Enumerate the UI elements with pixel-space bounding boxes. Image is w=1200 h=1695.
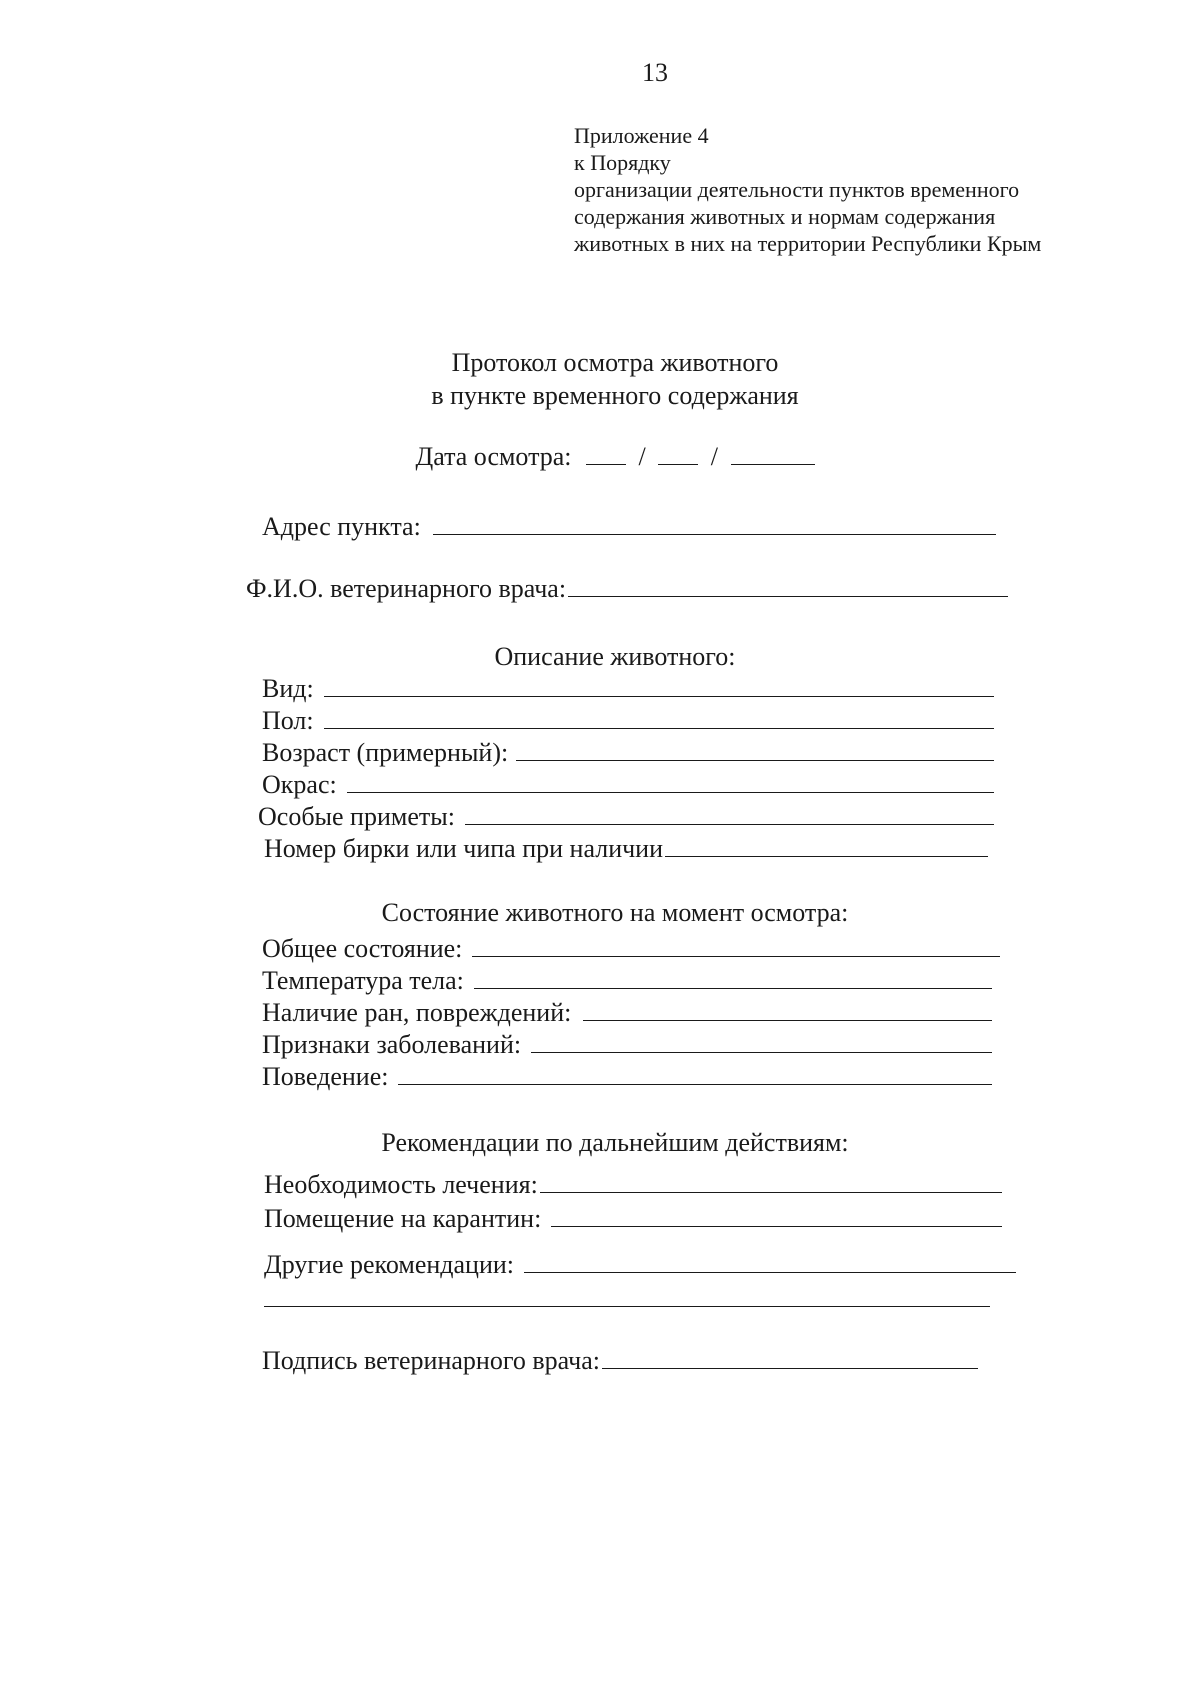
other-recommendations-extra-line[interactable] (264, 1305, 990, 1307)
general-condition-field[interactable] (262, 934, 1000, 964)
other-recommendations-label: Другие рекомендации: (264, 1250, 515, 1279)
species-blank[interactable] (324, 676, 994, 697)
address-label: Адрес пункта: (262, 512, 421, 541)
appendix-line: животных в них на территории Республики Крым (574, 231, 1042, 256)
wounds-label: Наличие ран, повреждений: (262, 998, 572, 1027)
description-heading: Описание животного: (494, 642, 736, 671)
vet-name-blank[interactable] (568, 576, 1008, 597)
date-month-blank[interactable] (658, 442, 698, 465)
condition-heading: Состояние животного на момент осмотра: (381, 898, 849, 927)
color-label: Окрас: (262, 770, 337, 799)
quarantine-label: Помещение на карантин: (264, 1204, 542, 1233)
species-label: Вид: (262, 674, 314, 703)
appendix-line: к Порядку (574, 150, 671, 175)
signature-field[interactable] (262, 1346, 978, 1376)
wounds-blank[interactable] (583, 1000, 992, 1021)
age-blank[interactable] (516, 740, 994, 761)
treatment-field[interactable] (264, 1170, 1002, 1200)
treatment-label: Необходимость лечения: (264, 1170, 538, 1199)
signature-label: Подпись ветеринарного врача: (262, 1346, 600, 1375)
other-recommendations-blank[interactable] (524, 1252, 1016, 1273)
date-separator: / (710, 442, 719, 471)
address-field[interactable] (262, 512, 996, 542)
date-year-blank[interactable] (731, 442, 815, 465)
species-field[interactable] (262, 674, 994, 704)
vet-name-label: Ф.И.О. ветеринарного врача: (246, 574, 567, 603)
appendix-note (574, 122, 1134, 257)
disease-signs-label: Признаки заболеваний: (262, 1030, 522, 1059)
recommendations-heading: Рекомендации по дальнейшим действиям: (381, 1128, 849, 1157)
marks-field[interactable] (258, 802, 994, 832)
marks-blank[interactable] (465, 804, 994, 825)
address-blank[interactable] (433, 514, 996, 535)
temperature-label: Температура тела: (262, 966, 464, 995)
temperature-blank[interactable] (474, 968, 992, 989)
inspection-date-row (0, 442, 1200, 472)
behavior-field[interactable] (262, 1062, 992, 1092)
treatment-blank[interactable] (540, 1172, 1002, 1193)
appendix-line: Приложение 4 (574, 123, 709, 148)
temperature-field[interactable] (262, 966, 992, 996)
general-condition-blank[interactable] (472, 936, 1000, 957)
tag-label: Номер бирки или чипа при наличии (264, 834, 664, 863)
tag-field[interactable] (264, 834, 988, 864)
title-line: в пункте временного содержания (431, 381, 799, 410)
sex-field[interactable] (262, 706, 994, 736)
behavior-label: Поведение: (262, 1062, 389, 1091)
sex-label: Пол: (262, 706, 314, 735)
title-line: Протокол осмотра животного (451, 348, 779, 377)
general-condition-label: Общее состояние: (262, 934, 463, 963)
color-field[interactable] (262, 770, 994, 800)
behavior-blank[interactable] (398, 1064, 992, 1085)
document-title (0, 346, 1200, 412)
quarantine-field[interactable] (264, 1204, 1002, 1234)
signature-blank[interactable] (602, 1348, 978, 1369)
vet-name-field[interactable] (246, 574, 1008, 604)
page-number: 13 (642, 58, 668, 87)
quarantine-blank[interactable] (551, 1206, 1002, 1227)
sex-blank[interactable] (324, 708, 994, 729)
marks-label: Особые приметы: (258, 802, 455, 831)
appendix-line: организации деятельности пунктов временного (574, 177, 1020, 202)
color-blank[interactable] (347, 772, 994, 793)
date-separator: / (638, 442, 646, 471)
tag-blank[interactable] (665, 836, 988, 857)
age-label: Возраст (примерный): (262, 738, 509, 767)
date-day-blank[interactable] (586, 442, 626, 465)
disease-signs-field[interactable] (262, 1030, 992, 1060)
age-field[interactable] (262, 738, 994, 768)
disease-signs-blank[interactable] (531, 1032, 992, 1053)
wounds-field[interactable] (262, 998, 992, 1028)
date-label: Дата осмотра: (415, 442, 572, 471)
other-recommendations-field[interactable] (264, 1250, 1016, 1280)
appendix-line: содержания животных и нормам содержания (574, 204, 996, 229)
